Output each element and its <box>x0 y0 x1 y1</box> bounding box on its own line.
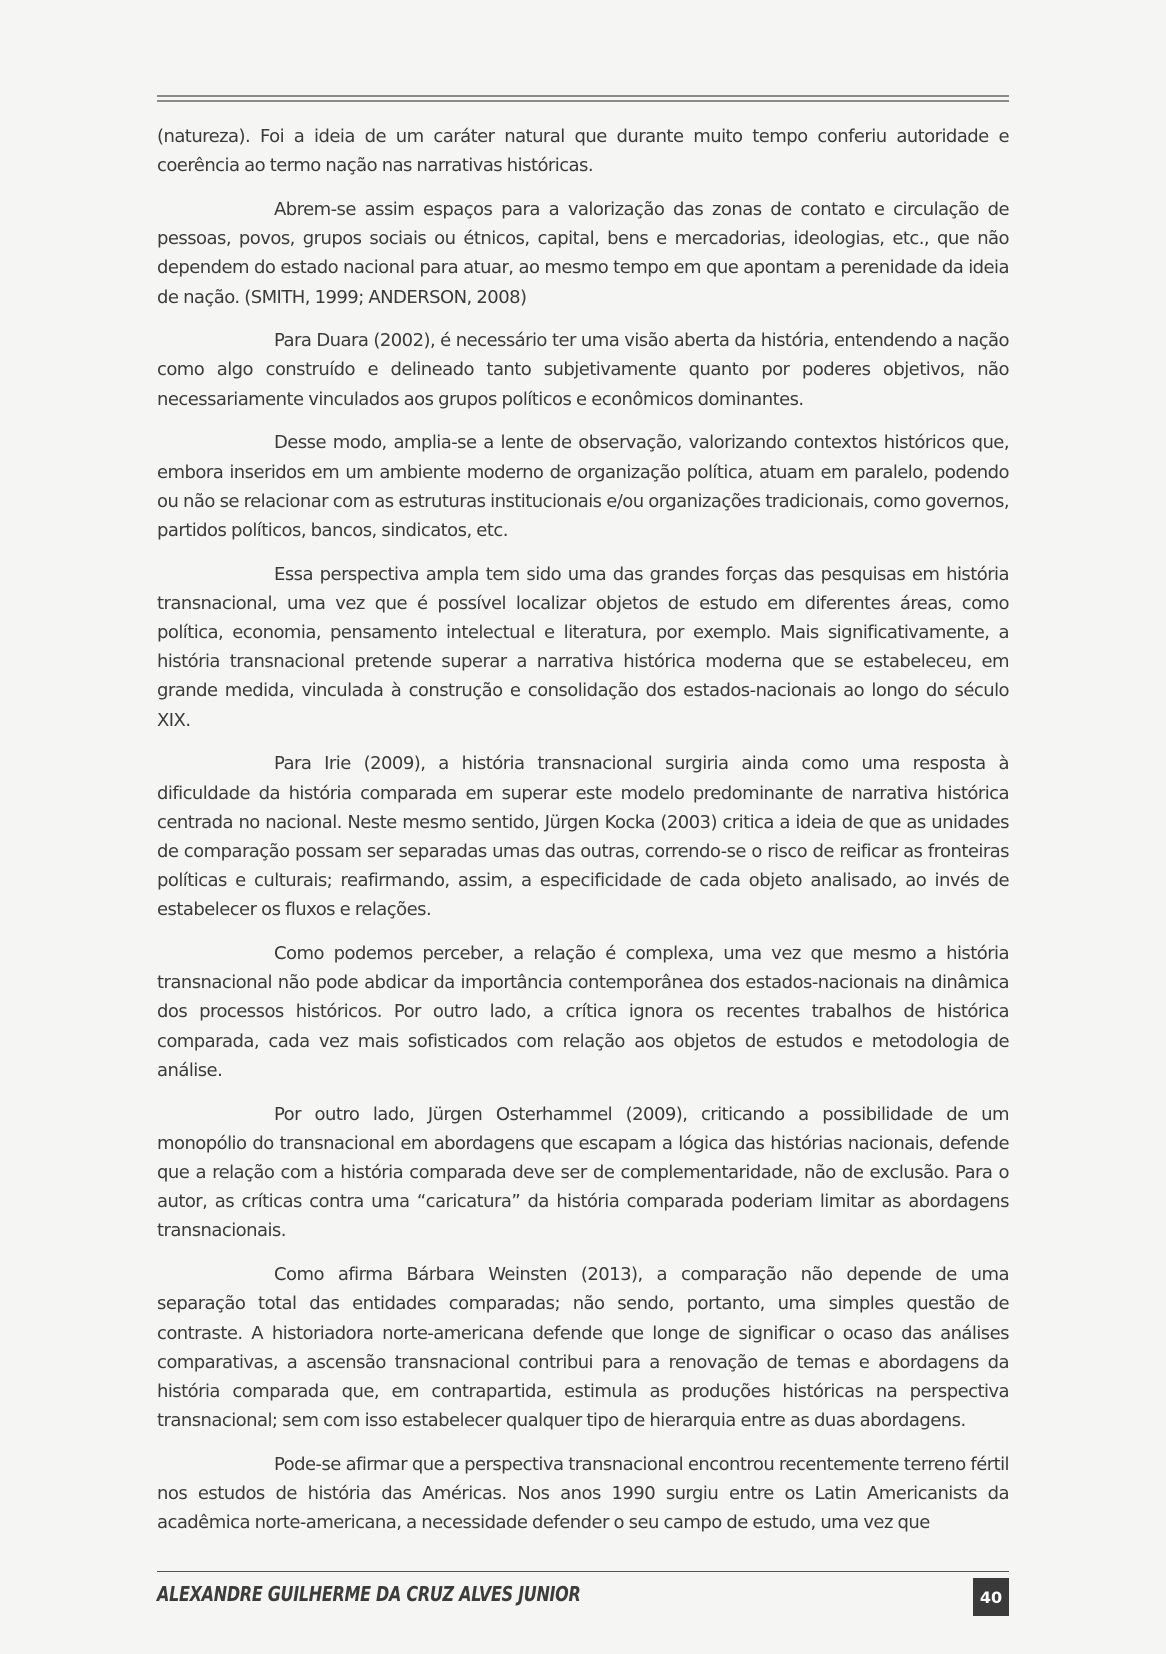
paragraph: Como podemos perceber, a relação é complexa, uma vez que mesmo a história transnacional não pode abdicar da importância contemporânea dos estados-nacionais na dinâmica dos processos históricos. Por outro lado, a crítica ignora os recentes trabalhos de histórica comparada, cada vez mais sofisticados com relação aos objetos de estudos e metodologia de análise. <box>157 943 1009 1081</box>
paragraph: Desse modo, amplia-se a lente de observação, valorizando contextos históricos que, embora inseridos em um ambiente moderno de organização política, atuam em paralelo, podendo ou não se relacionar com as estruturas institucionais e/ou organizações tradicionais, como governos, partidos políticos, bancos, sindicatos, etc. <box>157 432 1009 541</box>
paragraph: Essa perspectiva ampla tem sido uma das grandes forças das pesquisas em história transnacional, uma vez que é possível localizar objetos de estudo em diferentes áreas, como política, economia, pensamento intelectual e literatura, por exemplo. Mais significativamente, a história transnacional pretende superar a narrativa histórica moderna que se estabeleceu, em grande medida, vinculada à construção e consolidação dos estados-nacionais ao longo do século XIX. <box>157 563 1009 731</box>
paragraph: Pode-se afirmar que a perspectiva transnacional encontrou recentemente terreno fértil nos estudos de história das Américas. Nos anos 1990 surgiu entre os Latin Americanists da acadêmica norte-americana, a necessidade defender o seu campo de estudo, uma vez que <box>157 1453 1009 1534</box>
paragraph: Como afirma Bárbara Weinsten (2013), a comparação não depende de uma separação total das entidades comparadas; não sendo, portanto, uma simples questão de contraste. A historiadora norte-americana defende que longe de significar o ocaso das análises comparativas, a ascensão transnacional contribui para a renovação de temas e abordagens da história comparada que, em contrapartida, estimula as produções históricas na perspectiva transnacional; sem com isso estabelecer qualquer tipo de hierarquia entre as duas abordagens. <box>157 1264 1009 1432</box>
paragraph: Para Irie (2009), a história transnacional surgiria ainda como uma resposta à dificuldade da história comparada em superar este modelo predominante de narrativa histórica centrada no nacional. Neste mesmo sentido, Jürgen Kocka (2003) critica a ideia de que as unidades de comparação possam ser separadas umas das outras, correndo-se o risco de reificar as fronteiras políticas e culturais; reafirmando, assim, a especificidade de cada objeto analisado, ao invés de estabelecer os fluxos e relações. <box>157 753 1009 921</box>
header-rule-top <box>157 95 1009 97</box>
footer-rule <box>157 1571 1009 1572</box>
footer-author-name: ALEXANDRE GUILHERME DA CRUZ ALVES JUNIOR <box>157 1582 581 1606</box>
paragraph: Por outro lado, Jürgen Osterhammel (2009), criticando a possibilidade de um monopólio do transnacional em abordagens que escapam a lógica das histórias nacionais, defende que a relação com a história comparada deve ser de complementaridade, não de exclusão. Para o autor, as críticas contra uma “caricatura” da história comparada poderiam limitar as abordagens transnacionais. <box>157 1103 1009 1242</box>
paragraph: Para Duara (2002), é necessário ter uma visão aberta da história, entendendo a nação como algo construído e delineado tanto subjetivamente quanto por poderes objetivos, não necessariamente vinculados aos grupos políticos e econômicos dominantes. <box>157 330 1009 410</box>
page-number: 40 <box>979 1587 1003 1607</box>
paragraph: (natureza). Foi a ideia de um caráter natural que durante muito tempo conferiu autoridade e coerência ao termo nação nas narrativas históricas. <box>157 126 1009 177</box>
paragraph: Abrem-se assim espaços para a valorização das zonas de contato e circulação de pessoas, povos, grupos sociais ou étnicos, capital, bens e mercadorias, ideologias, etc., que não dependem do estado nacional para atuar, ao mesmo tempo em que apontam a perenidade da ideia de nação. (SMITH, 1999; ANDERSON, 2008) <box>157 198 1009 308</box>
header-rule-bottom <box>157 100 1009 102</box>
body-text <box>157 122 1009 1552</box>
page-number-badge <box>973 1578 1009 1616</box>
